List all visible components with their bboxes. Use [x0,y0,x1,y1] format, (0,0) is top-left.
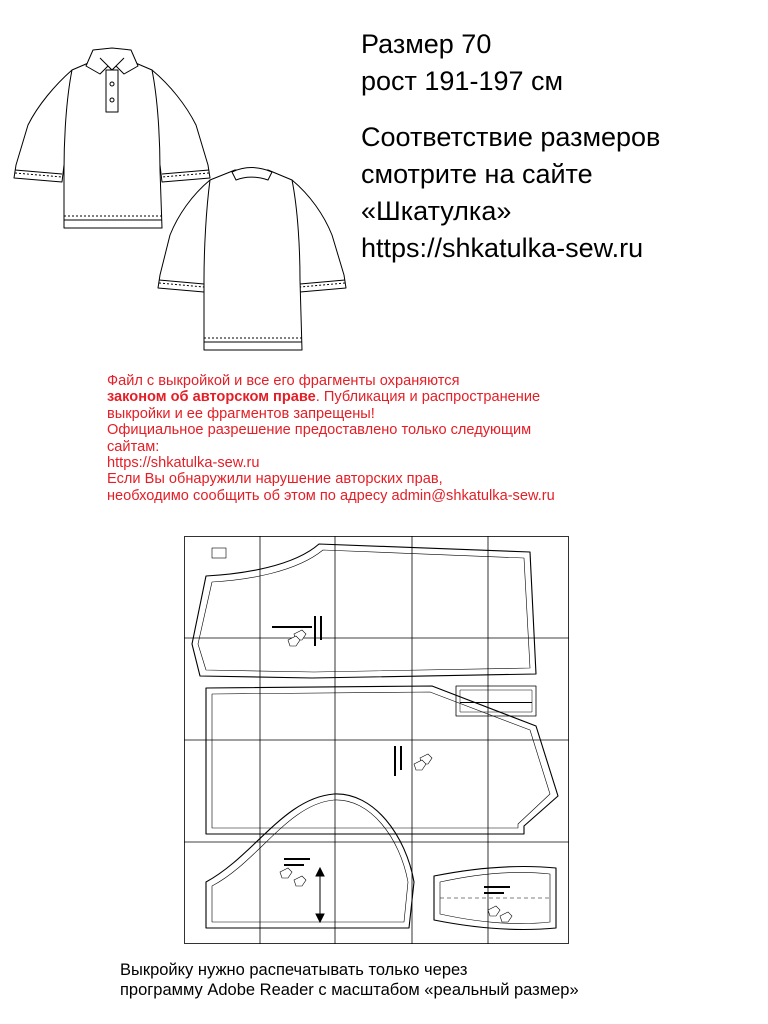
notice-url[interactable]: https://shkatulka-sew.ru [107,455,260,472]
print-instructions [120,960,579,1000]
print-instruction-line: программу Adobe Reader с масштабом «реальный размер» [120,981,579,999]
print-instruction-line: Выкройку нужно распечатывать только через [120,961,468,979]
notice-text: . Публикация и распространение [315,389,541,406]
size-info-block [361,26,660,267]
size-info-line: «Шкатулка» [361,196,512,226]
pattern-layout-preview-icon [184,536,569,944]
size-line: Размер 70 [361,29,492,59]
notice-line: Если Вы обнаружили нарушение авторских прав, [107,471,443,488]
height-line: рост 191-197 см [361,66,564,96]
size-info-line: смотрите на сайте [361,159,593,189]
site-url[interactable]: https://shkatulka-sew.ru [361,233,644,263]
copyright-law-emphasis: законом об авторском праве [107,389,316,406]
notice-contact: необходимо сообщить об этом по адресу admin@shkatulka-sew.ru [107,487,555,504]
polo-back-icon [158,168,346,351]
notice-line: сайтам: [107,438,160,455]
copyright-notice [107,373,707,504]
notice-line: выкройки и ее фрагментов запрещены! [107,405,375,422]
polo-shirt-sketch-icon [0,0,370,365]
notice-line [107,389,707,405]
notice-line: Официальное разрешение предоставлено только следующим [107,422,532,439]
notice-line: Файл с выкройкой и все его фрагменты охраняются [107,373,460,389]
polo-front-icon [14,48,210,228]
size-info-line: Соответствие размеров [361,122,661,152]
